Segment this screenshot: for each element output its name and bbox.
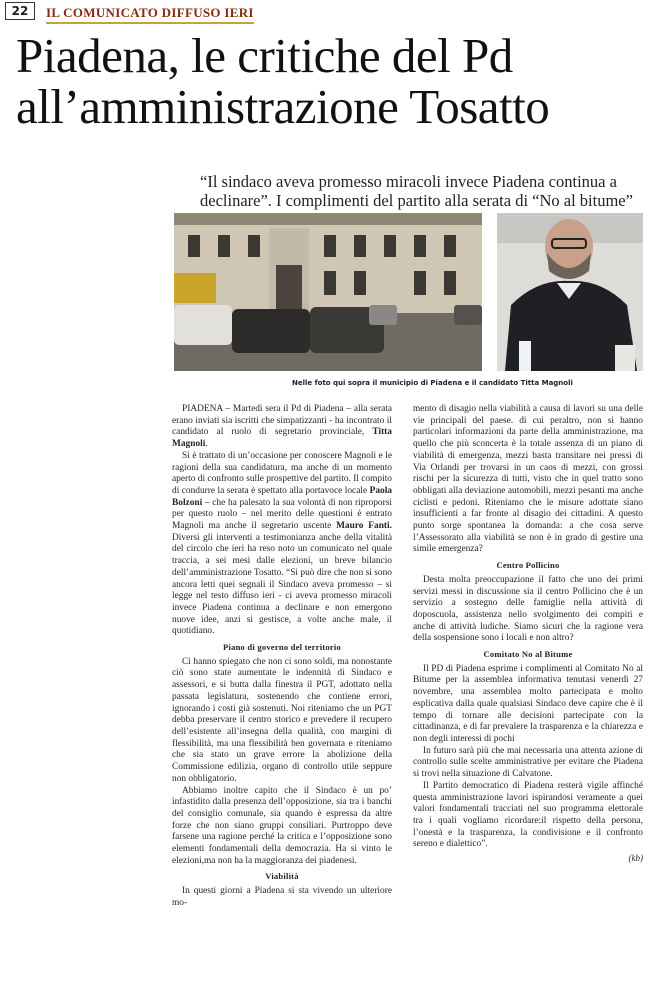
subheadline: “Il sindaco aveva promesso miracoli invece Piadena continua a declinare”. I complimenti del partito alla serata di “No al bitume” [200,172,633,210]
article-paragraph: In futuro sarà più che mai necessaria una attenta azione di controllo sulle scelte amministrative per evitare che Piadena si trovi nella situazione di Calvatone. [413,745,643,780]
photo-caption: Nelle foto qui sopra il municipio di Piadena e il candidato Titta Magnoli [292,379,573,387]
section-heading: Viabilità [265,871,299,882]
article-column-left [172,404,392,910]
article-paragraph: Abbiamo inoltre capito che il Sindaco è un po’ infastidito dalla presenza dell’opposizione, sia tra i banchi del consiglio comunale, sia quando è espressa da altre forze che non siano gruppi consiliari. Purtroppo deve farsene una ragione perché la critica e l’opposizione sono elementi fondamentali della democrazia. Ha sì vinto le elezioni,ma non ha la maggioranza dei piadenesi. [172,785,392,866]
author-byline: (kb) [628,853,643,864]
section-heading: Piano di governo del territorio [223,642,341,653]
article-paragraph: Ci hanno spiegato che non ci sono soldi, ma nonostante ciò sono state aumentate le indennità di Sindaco e assessori, e si butta dalla finestra il PGT, adottato nella passata legislatura, sostenendo che contiene errori, ignorando i costi già sostenuti. Noi riteniamo che un PGT debba preservare il centro storico e prevedere il recupero dell’esistente all’insegna della qualità, con margini di flessibilità, ma una flessibilità ben governata e riteniamo che sia stato un grave errore la abolizione della Commissione edilizia, organo di controllo utile seppure non obbligatorio. [172,656,392,784]
article-column-right [413,404,643,865]
candidate-portrait-photo [497,213,643,371]
article-paragraph: Desta molta preoccupazione il fatto che uno dei primi servizi messi in discussione sia il centro Pollicino che è un servizio a sostegno delle famiglie nella attività di doposcuola, assistenza nello svolgimento dei compiti e anche di attività ludiche. Siamo sicuri che la ragione vera della sospensione sono i locali e non altro? [413,574,643,644]
article-paragraph: PIADENA – Martedì sera il Pd di Piadena – alla serata erano inviati sia iscritti che simpatizzanti - ha incontrato il candidato al ruolo di segretario provinciale, Titta Magnoli. [172,404,392,450]
page-number: 22 [5,2,35,20]
town-hall-photo [174,213,482,371]
section-kicker: IL COMUNICATO DIFFUSO IERI [46,5,254,24]
headline: Piadena, le critiche del Pd all’amministrazione Tosatto [16,28,550,134]
person-name: Titta Magnoli [172,427,392,450]
article-paragraph: Il Partito democratico di Piadena resterà vigile affinché questa amministrazione lavori ispirandosi veramente a quei valori fondamentali tracciati nel suo programma elettorale tra i quali vogliamo ricordare:il rispetto della persona, l’onestà e la trasparenza, la condivisione e il confronto sereno e dialettico”. [413,780,643,850]
article-paragraph: Il PD di Piadena esprime i complimenti al Comitato No al Bitume per la assemblea informativa tenutasi venerdì 27 novembre, una assemblea molto partecipata e molto esplicativa dalla quale qualsiasi Sindaco deve capire che è il tempo di tornare alle decisioni partecipate con la cittadinanza, e di far prevalere la trasparenza e la chiarezza e non degli interessi di pochi [413,663,643,744]
person-name: Mauro Fanti. [336,521,392,532]
section-heading: Centro Pollicino [496,560,560,571]
section-heading: Comitato No al Bitume [483,649,573,660]
article-paragraph: Si è trattato di un’occasione per conoscere Magnoli e le ragioni della sua candidatura, ma anche di un momento aperto di confronto sulle prospettive del partito. Il compito di condurre la serata è spettato alla portavoce locale Paola Bolzoni – che ha palesato la sua volontà di non riproporsi per questo ruolo – nel merito delle questioni è entrato Magnoli ma anche il segretario uscente Mauro Fanti. Diversi gli interventi a testimonianza anche della vitalità del circolo che ieri ha reso noto un comunicato nel quale traccia, a sei mesi dalle elezioni, un breve bilancio dell’amministrazione Tosatto. “Si può dire che non si sono ancora letti quei segnali il Sindaco aveva promesso – si legge nel testo diffuso ieri - ci aveva promesso miracoli invece Piadena continua a declinare e non emergono nuove idee, anzi si gestisce, a volte anche male, il quotidiano. [172,450,392,637]
person-name: Paola Bolzoni [172,485,392,508]
article-paragraph: In questi giorni a Piadena si sta vivendo un ulteriore mo- [172,886,392,908]
article-paragraph: mento di disagio nella viabilità a causa di lavori su una delle vie principali del paese. di cui peraltro, non si hanno particolari informazioni da parte della amministrazione, ma quello che più sconcerta è la totale assenza di un piano di viabilità di emergenza, mezzi basta transitare nei pressi di Via Orlandi per trovarsi in un caos di mezzi, con grossi rischi per la sicurezza di tutti, visto che in quel tratto sono obbligati alla deviazione automobili, mezzi pesanti ma anche ciclisti e pedoni. Riteniamo che le misure adottate siano insufficienti a far fronte al disagio dei cittadini. A questo punto sorge spontanea la domanda: a che cosa serve l’Assessorato alla viabilità se non è in grado di gestire una simile emergenza? [413,404,643,555]
